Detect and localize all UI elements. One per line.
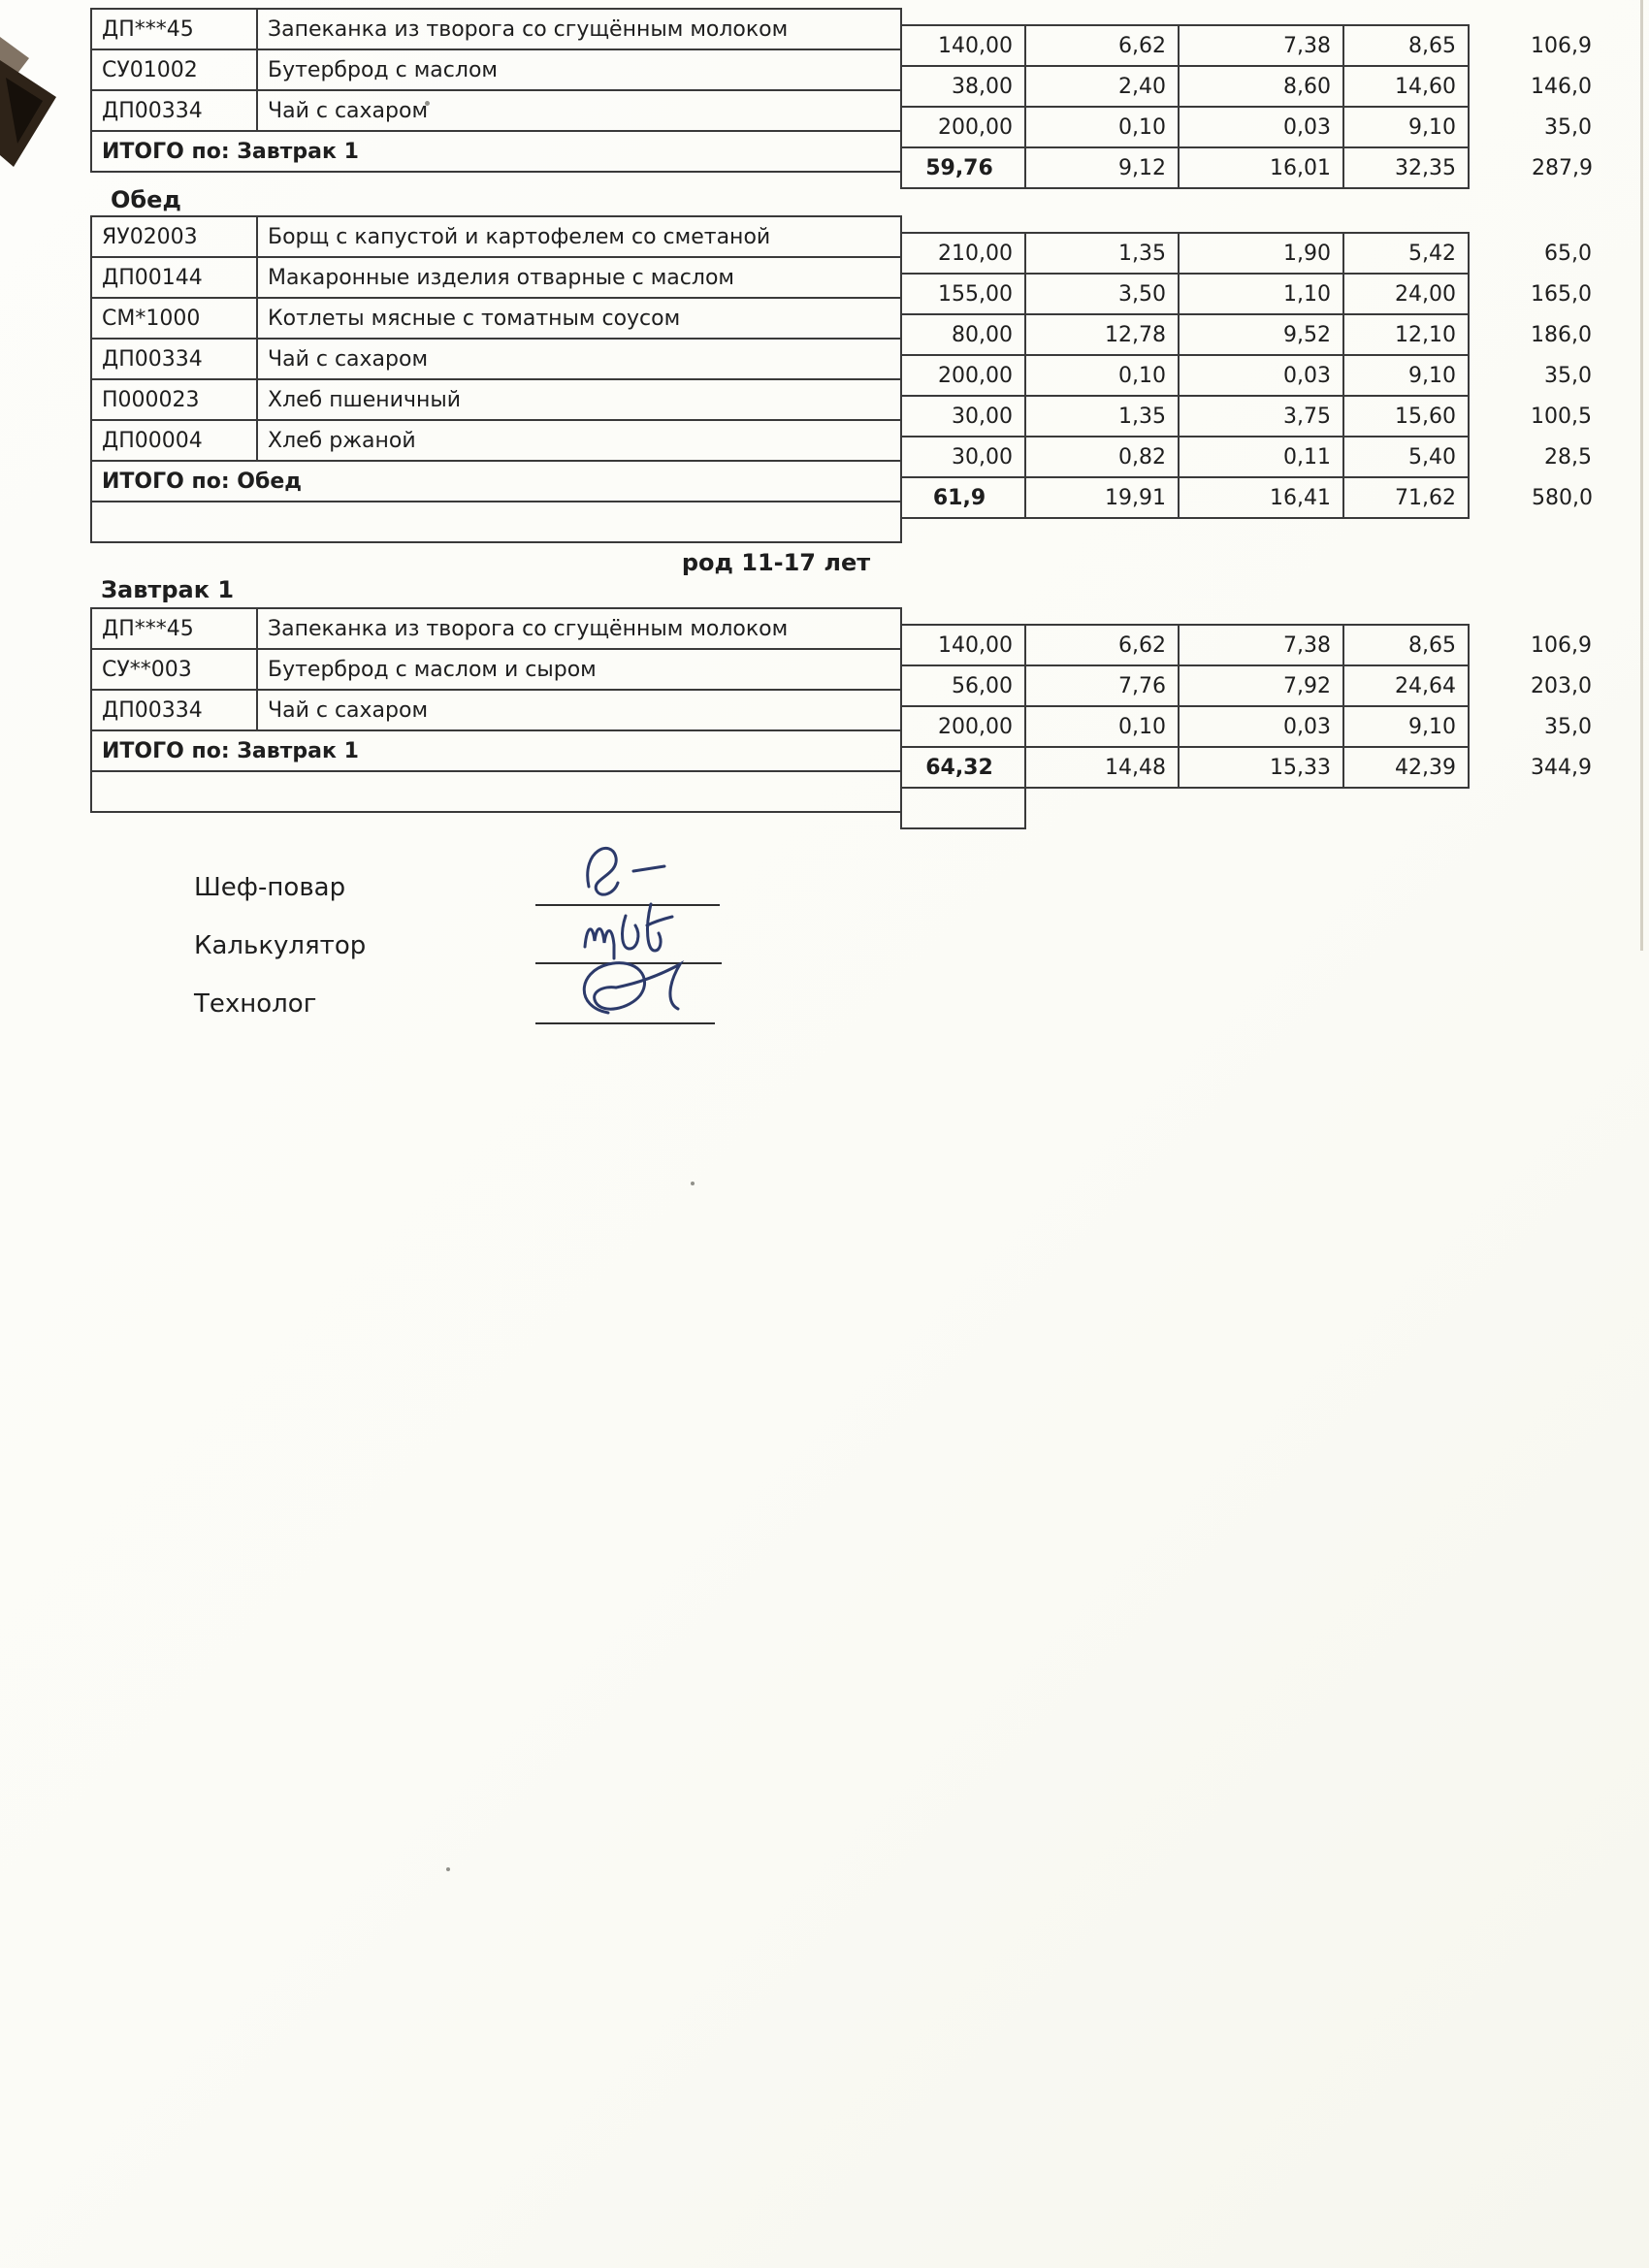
- value-cell: 1,35: [1025, 396, 1179, 437]
- item-name-cell: Бутерброд с маслом и сыром: [257, 649, 901, 690]
- signature-label-chef: Шеф-повар: [194, 873, 346, 902]
- weight-cell: 38,00: [901, 66, 1025, 107]
- value-cell: 186,0: [1531, 322, 1592, 347]
- value-cell: 9,10: [1343, 355, 1469, 396]
- table-row: [91, 690, 901, 730]
- value-cell: 35,0: [1544, 363, 1592, 388]
- table-row: [901, 355, 1604, 396]
- total-row: [901, 477, 1604, 518]
- table-row: [91, 649, 901, 690]
- value-cell: 9,10: [1343, 706, 1469, 747]
- breakfast1-items-table: [90, 8, 902, 173]
- value-cell: 2,40: [1025, 66, 1179, 107]
- empty-cell: [91, 502, 901, 542]
- weight-cell: 56,00: [901, 665, 1025, 706]
- total-value-cell: 42,39: [1343, 747, 1469, 788]
- empty-cell: [1343, 788, 1469, 828]
- value-cell: 9,10: [1343, 107, 1469, 147]
- item-code-cell: СМ*1000: [91, 298, 257, 339]
- value-cell: 0,03: [1179, 107, 1343, 147]
- item-code-cell: ДП00144: [91, 257, 257, 298]
- weight-cell: 30,00: [901, 437, 1025, 477]
- empty-cell: [1469, 788, 1604, 828]
- value-cell: 1,90: [1179, 233, 1343, 274]
- item-code-cell: СУ**003: [91, 649, 257, 690]
- value-cell: 28,5: [1544, 444, 1592, 470]
- weight-cell: 200,00: [901, 107, 1025, 147]
- item-name-cell: Запеканка из творога со сгущённым молоком: [257, 9, 901, 49]
- empty-cell: [1025, 788, 1179, 828]
- value-cell: 14,60: [1343, 66, 1469, 107]
- value-cell: 24,64: [1343, 665, 1469, 706]
- total-value-cell: 16,01: [1179, 147, 1343, 188]
- table-row: [91, 339, 901, 379]
- value-cell: 35,0: [1544, 114, 1592, 140]
- value-cell: 3,75: [1179, 396, 1343, 437]
- item-name-cell: Хлеб ржаной: [257, 420, 901, 461]
- value-cell: 165,0: [1531, 281, 1592, 307]
- value-cell: 24,00: [1343, 274, 1469, 314]
- table-row: [91, 90, 901, 131]
- item-name-cell: Борщ с капустой и картофелем со сметаной: [257, 216, 901, 257]
- scan-edge-line: [1640, 0, 1643, 951]
- item-code-cell: ДП00334: [91, 90, 257, 131]
- value-cell: 8,60: [1179, 66, 1343, 107]
- weight-cell: 140,00: [901, 25, 1025, 66]
- weight-cell: 200,00: [901, 706, 1025, 747]
- value-cell: 0,10: [1025, 706, 1179, 747]
- weight-cell: 30,00: [901, 396, 1025, 437]
- section-header-lunch: Обед: [111, 186, 181, 213]
- total-value-cell: 71,62: [1343, 477, 1469, 518]
- value-cell: 6,62: [1025, 625, 1179, 665]
- scan-speck: [446, 1867, 450, 1871]
- value-cell: 12,78: [1025, 314, 1179, 355]
- value-cell: 7,92: [1179, 665, 1343, 706]
- table-row: [91, 608, 901, 649]
- value-cell: 0,10: [1025, 107, 1179, 147]
- table-row: [901, 274, 1604, 314]
- value-cell: 8,65: [1343, 625, 1469, 665]
- value-cell: 0,03: [1179, 706, 1343, 747]
- total-row: [91, 461, 901, 502]
- item-name-cell: Бутерброд с маслом: [257, 49, 901, 90]
- value-cell: 0,82: [1025, 437, 1179, 477]
- total-label-cell: ИТОГО по: Завтрак 1: [91, 730, 901, 771]
- total-value-cell: 344,9: [1531, 755, 1592, 780]
- value-cell: 7,76: [1025, 665, 1179, 706]
- total-label-cell: ИТОГО по: Обед: [91, 461, 901, 502]
- value-cell: 0,11: [1179, 437, 1343, 477]
- table-row: [901, 706, 1604, 747]
- empty-row: [91, 771, 901, 812]
- item-code-cell: ДП***45: [91, 608, 257, 649]
- age-group-title: род 11-17 лет: [681, 549, 871, 576]
- item-name-cell: Хлеб пшеничный: [257, 379, 901, 420]
- total-row: [91, 730, 901, 771]
- weight-cell: 80,00: [901, 314, 1025, 355]
- value-cell: 9,52: [1179, 314, 1343, 355]
- item-code-cell: ЯУ02003: [91, 216, 257, 257]
- value-cell: 0,10: [1025, 355, 1179, 396]
- item-code-cell: СУ01002: [91, 49, 257, 90]
- empty-weight-cell: [901, 788, 1025, 828]
- table-row: [901, 66, 1604, 107]
- table-row: [901, 314, 1604, 355]
- section-header-breakfast1: Завтрак 1: [101, 576, 235, 603]
- table-row: [91, 216, 901, 257]
- table-row: [91, 49, 901, 90]
- item-name-cell: Чай с сахаром: [257, 90, 901, 131]
- signature-ink-technologist: [558, 949, 742, 1051]
- value-cell: 7,38: [1179, 25, 1343, 66]
- value-cell: 6,62: [1025, 25, 1179, 66]
- value-cell: 106,9: [1531, 632, 1592, 658]
- table-row: [91, 298, 901, 339]
- total-value-cell: 19,91: [1025, 477, 1179, 518]
- item-name-cell: Котлеты мясные с томатным соусом: [257, 298, 901, 339]
- value-cell: 100,5: [1531, 404, 1592, 429]
- value-cell: 5,42: [1343, 233, 1469, 274]
- total-weight-cell: 61,9: [901, 477, 1025, 518]
- value-cell: 7,38: [1179, 625, 1343, 665]
- table-row: [91, 379, 901, 420]
- table-row: [901, 665, 1604, 706]
- total-value-cell: 287,9: [1532, 155, 1593, 180]
- total-value-cell: 15,33: [1179, 747, 1343, 788]
- value-cell: 15,60: [1343, 396, 1469, 437]
- table-row: [901, 233, 1604, 274]
- weight-cell: 155,00: [901, 274, 1025, 314]
- value-cell: 146,0: [1531, 74, 1592, 99]
- value-cell: 0,03: [1179, 355, 1343, 396]
- table-row: [901, 25, 1604, 66]
- item-code-cell: ДП00334: [91, 690, 257, 730]
- item-code-cell: ДП00334: [91, 339, 257, 379]
- scan-speck: [691, 1182, 695, 1185]
- total-row: [901, 147, 1604, 188]
- item-code-cell: П000023: [91, 379, 257, 420]
- age-breakfast1-values-table: [900, 624, 1605, 829]
- table-row: [901, 625, 1604, 665]
- signature-label-calculator: Калькулятор: [194, 931, 367, 960]
- total-value-cell: 580,0: [1532, 485, 1593, 510]
- value-cell: 5,40: [1343, 437, 1469, 477]
- value-cell: 8,65: [1343, 25, 1469, 66]
- value-cell: 106,9: [1531, 33, 1592, 58]
- table-row: [901, 396, 1604, 437]
- item-name-cell: Чай с сахаром: [257, 690, 901, 730]
- item-code-cell: ДП00004: [91, 420, 257, 461]
- item-code-cell: ДП***45: [91, 9, 257, 49]
- breakfast1-values-table: [900, 24, 1605, 189]
- signature-label-technologist: Технолог: [194, 989, 317, 1019]
- value-cell: 35,0: [1544, 714, 1592, 739]
- item-name-cell: Макаронные изделия отварные с маслом: [257, 257, 901, 298]
- empty-cell: [91, 771, 901, 812]
- lunch-values-table: [900, 232, 1605, 519]
- value-cell: 12,10: [1343, 314, 1469, 355]
- total-value-cell: 14,48: [1025, 747, 1179, 788]
- weight-cell: 210,00: [901, 233, 1025, 274]
- total-value-cell: 9,12: [1025, 147, 1179, 188]
- table-row: [901, 107, 1604, 147]
- age-breakfast1-items-table: [90, 607, 902, 813]
- total-label-cell: ИТОГО по: Завтрак 1: [91, 131, 901, 172]
- value-cell: 3,50: [1025, 274, 1179, 314]
- value-cell: 1,35: [1025, 233, 1179, 274]
- scan-artifact-corner: [0, 19, 97, 204]
- lunch-items-table: [90, 215, 902, 543]
- total-value-cell: 16,41: [1179, 477, 1343, 518]
- total-weight-cell: 64,32: [901, 747, 1025, 788]
- total-value-cell: 32,35: [1343, 147, 1469, 188]
- table-row: [91, 9, 901, 49]
- item-name-cell: Чай с сахаром: [257, 339, 901, 379]
- value-cell: 203,0: [1531, 673, 1592, 698]
- item-name-cell: Запеканка из творога со сгущённым молоком: [257, 608, 901, 649]
- weight-cell: 200,00: [901, 355, 1025, 396]
- empty-row: [901, 788, 1604, 828]
- empty-cell: [1179, 788, 1343, 828]
- weight-cell: 140,00: [901, 625, 1025, 665]
- empty-row: [91, 502, 901, 542]
- table-row: [901, 437, 1604, 477]
- total-weight-cell: 59,76: [901, 147, 1025, 188]
- total-row: [91, 131, 901, 172]
- table-row: [91, 420, 901, 461]
- value-cell: 65,0: [1544, 241, 1592, 266]
- total-row: [901, 747, 1604, 788]
- table-row: [91, 257, 901, 298]
- value-cell: 1,10: [1179, 274, 1343, 314]
